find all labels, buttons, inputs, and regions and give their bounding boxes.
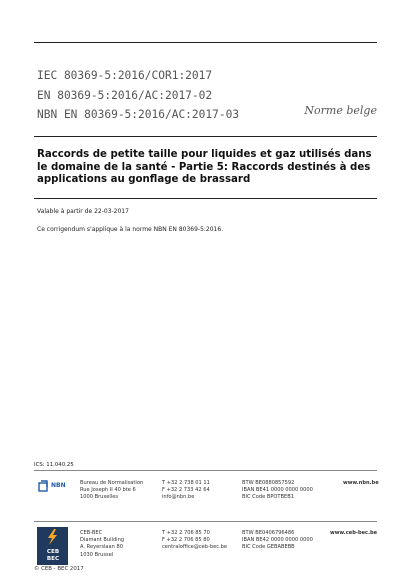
nbn-logo-text: NBN (51, 482, 66, 489)
footer-rule-2 (34, 521, 377, 522)
nbn-contact: T +32 2 738 01 11 F +32 2 733 42 64 info@nbn.be (162, 480, 210, 501)
valid-from: Valable à partir de 22-03-2017 (37, 208, 129, 215)
nbn-address: Bureau de Normalisation Rue Joseph II 40 bte 6 1000 Bruxelles (80, 480, 144, 501)
nbn-logo (37, 477, 75, 511)
copyright: © CEB - BEC 2017 (34, 566, 84, 572)
ics-code: ICS: 11.040.25 (34, 462, 74, 468)
document-title: Raccords de petite taille pour liquides et gaz utilisés dans le domaine de la santé - Partie 5: Raccords destinés à des applications au gonflage de brassard (37, 149, 372, 185)
nbn-email-link[interactable]: info@nbn.be (162, 494, 195, 501)
ceb-logo-text: CEB BEC (46, 549, 60, 562)
ceb-logo (37, 527, 68, 565)
ceb-bank: BTW BE0406796486 IBAN BE42 0000 0000 0000 BIC Code GEBABEBB (242, 530, 313, 551)
top-rule (34, 42, 377, 43)
ceb-address: CEB-BEC Diamant Building A. Reyerslaan 80 1030 Brussel (80, 530, 125, 558)
lightning-icon (37, 527, 68, 547)
applies-to: Ce corrigendum s'applique à la norme NBN EN 80369-5:2016. (37, 226, 224, 233)
nbn-bank: BTW BE0880857592 IBAN BE41 0000 0000 0000 BIC Code BPOTBEB1 (242, 480, 313, 501)
reference-nbn: NBN EN 80369-5:2016/AC:2017-03 (37, 108, 240, 121)
middle-rule (34, 136, 377, 137)
norme-label: Norme belge (304, 104, 377, 117)
ceb-web-link[interactable]: www.ceb-bec.be (330, 530, 378, 536)
reference-iec: IEC 80369-5:2016/COR1:2017 (37, 69, 213, 82)
footer-rule-1 (34, 470, 377, 471)
reference-en: EN 80369-5:2016/AC:2017-02 (37, 88, 213, 102)
ceb-contact: T +32 2 706 85 70 F +32 2 706 85 80 centraloffice@ceb-bec.be (162, 530, 228, 551)
title-rule (34, 198, 377, 199)
ceb-email-link[interactable]: centraloffice@ceb-bec.be (162, 544, 228, 551)
nbn-web-link[interactable]: www.nbn.be (343, 480, 379, 486)
